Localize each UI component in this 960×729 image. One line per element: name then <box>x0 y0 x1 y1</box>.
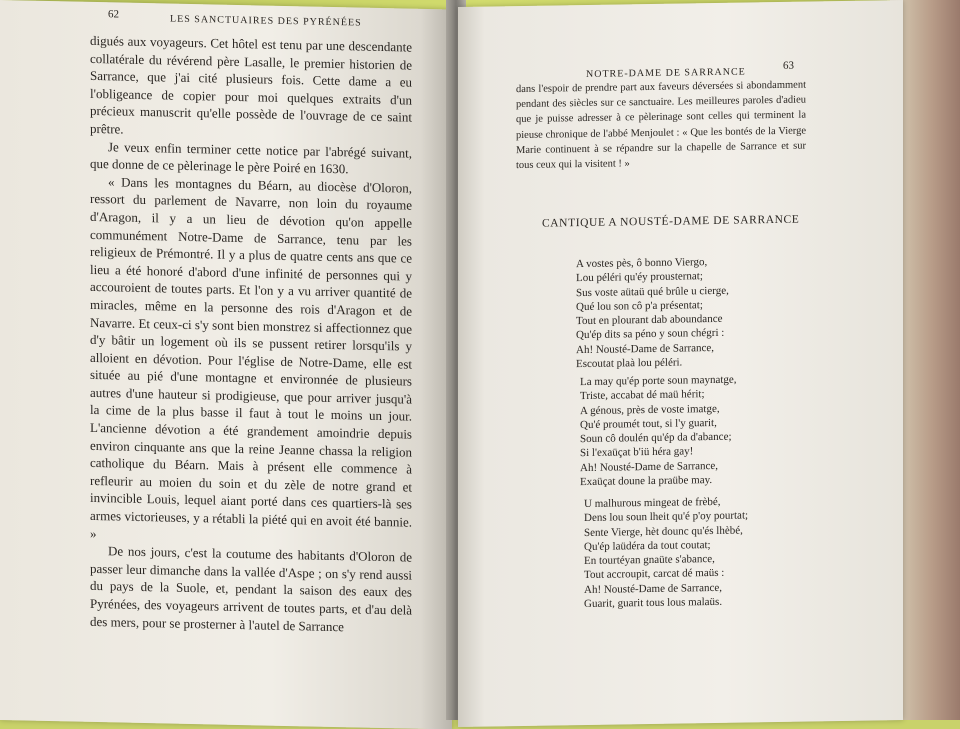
verse-line: Triste, accabat dé maü hérit; <box>580 388 705 403</box>
verse-line: Ah! Nousté-Dame de Sarrance, <box>584 581 723 596</box>
verse-line: A vostes pès, ô bonno Viergo, <box>576 256 708 271</box>
right-page-text <box>516 78 806 174</box>
left-running-head: LES SANCTUAIRES DES PYRÉNÉES <box>170 13 362 29</box>
left-paragraph: Je veux enfin terminer cette notice par l'abrégé suivant, que donne de ce pèlerinage le père Poiré en 1630. <box>90 138 412 177</box>
verse-line: La may qu'ép porte soun maynatge, <box>580 373 737 389</box>
verse-line: Escoutat plaà lou péléri. <box>576 356 683 371</box>
right-page <box>458 0 903 727</box>
verse-line: Ah! Nousté-Dame de Sarrance, <box>580 459 719 474</box>
verse-line: Si l'exaüçat b'iü héra gay! <box>580 445 694 460</box>
right-page-number: 63 <box>783 59 794 72</box>
verse-line: Tout accroupit, carcat dé maüs : <box>584 567 725 582</box>
left-paragraph: digués aux voyageurs. Cet hôtel est tenu par une descendante collatérale du révérend père Lasalle, le premier historien de Sarrance, que j'ai cité plusieurs fois. Cette dame a eu l'obligeance de copier pour moi quelques extraits d'un précieux manuscrit qu'elle possède de l'ouvrage de ce saint prêtre. <box>90 32 412 137</box>
verse-line: Sus voste aütaü qué brûle u cierge, <box>576 284 729 299</box>
stanza-2 <box>580 373 737 490</box>
verse-line: En tourtéyan gnaüte s'abance, <box>584 553 715 568</box>
right-running-head: NOTRE-DAME DE SARRANCE <box>586 66 746 80</box>
verse-line: Qu'é proumét tout, si l'y guarit, <box>580 416 717 431</box>
left-page <box>0 0 452 729</box>
left-page-number: 62 <box>108 8 119 21</box>
stanza-3 <box>584 494 748 611</box>
verse-line: Sente Vierge, hèt dounc qu'és lhèbé, <box>584 524 743 539</box>
left-page-text <box>90 32 412 637</box>
verse-line: Qu'ép laüdéra da tout coutat; <box>584 538 711 553</box>
verse-line: Soun cô doulén qu'ép da d'abance; <box>580 430 732 446</box>
right-paragraph: dans l'espoir de prendre part aux faveurs déversées si abondamment pendant des siècles sur ce sanctuaire. Les meilleures paroles d'adieu que je puisse adresser à ce pèlerinage sont celles qui terminent la pieuse chronique de l'abbé Menjoulet : « Que les bontés de la Vierge Marie continuent à se répandre sur la chapelle de Sarrance et sur tous ceux qui la visitent ! » <box>516 79 806 172</box>
verse-line: Lou péléri qu'éy prousternat; <box>576 270 703 285</box>
verse-line: Guarit, guarit tous lous malaüs. <box>584 595 723 611</box>
stanza-1 <box>576 255 729 372</box>
song-title: CANTIQUE A NOUSTÉ-DAME DE SARRANCE <box>542 213 800 230</box>
verse-line: Tout en plourant dab aboundance <box>576 313 723 328</box>
verse-line: Qué lou son cô p'a présentat; <box>576 299 703 314</box>
verse-line: Dens lou soun lheit qu'é p'oy pourtat; <box>584 509 749 525</box>
verse-line: Ah! Nousté-Dame de Sarrance, <box>576 341 715 356</box>
left-paragraph: De nos jours, c'est la coutume des habitants d'Oloron de passer leur dimanche dans la vallée d'Aspe ; on s'y rend aussi du pays de la Suole, et, pendant la saison des eaux des Pyrénées, des voyageurs arrivent de toutes parts, et d'au delà des mers, pour se prosterner à l'autel de Sarrance <box>90 543 412 634</box>
verse-line: Qu'ép dits sa péno y soun chégri : <box>576 327 725 342</box>
verse-line: A génous, près de voste imatge, <box>580 402 720 417</box>
verse-line: U malhurous mingeat de frèbé, <box>584 495 721 511</box>
left-paragraph: « Dans les montagnes du Béarn, au diocèse d'Oloron, ressort du parlement de Navarre, non loin du royaume d'Aragon, il y a un lieu de dévotion qu'on appelle communément Notre-Dame de Sarrance, tenu par les religieux de Prémontré. Il y a plus de quatre cents ans que ce lieu a été honoré d'abord d'une infinité de personnes qui y accouroient de toutes parts. Et l'on y a vu arriver quantité de miracles, même en la personne des rois d'Aragon et de Navarre. Et ceux-ci s'y sont bien monstrez si affectionnez que d'y bâtir un logement où ils se pussent retirer lorsqu'ils y alloient en dévotion. Pour l'église de Notre-Dame, elle est située au pié d'une montagne et environnée de plusieurs autres d'une hauteur si prodigieuse, que pour arriver jusqu'à la cime de la plus basse il faut à tout le moins un jour. L'ancienne dévotion a été grandement amoindrie depuis environ cinquante ans que la reine Jeanne chassa la religion catholique du Béarn. Mais à présent elle commence à refleurir au moien du soin et du zèle de notre grand et invincible Louis, lequel aiant porté dans ces quartiers-là ses armes victorieuses, y a rétabli la piété qui en avoit été bannie. » <box>90 174 412 541</box>
verse-line: Exaüçat doune la praübe may. <box>580 474 713 489</box>
